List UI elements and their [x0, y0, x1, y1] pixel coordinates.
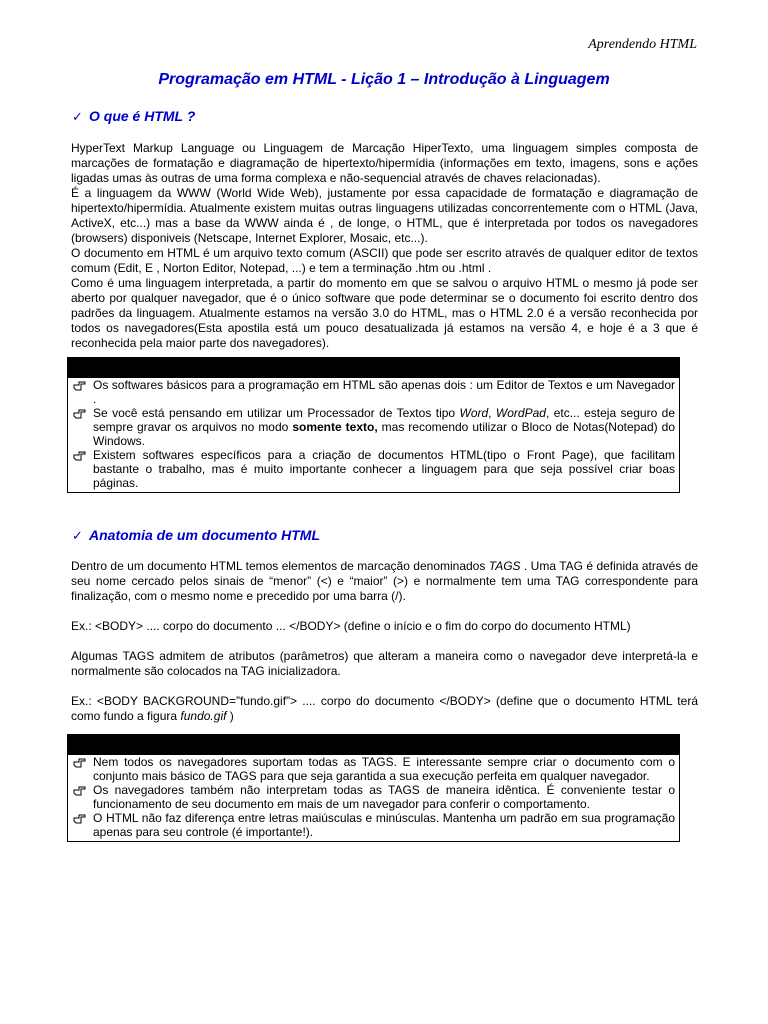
list-item-text: Nem todos os navegadores suportam todas as TAGS. E interessante sempre criar o documento com o conjunto mais básico de TAGS para que seja garantida a sua execução perfeita em qualquer navegador.	[93, 755, 675, 783]
text-run-italic: Word	[459, 406, 489, 420]
paragraph: HyperText Markup Language ou Linguagem de Marcação HiperTexto, uma linguagem simples composta de marcações de formatação e diagramação de hipertexto/hipermídia (informações em texto, imagens, sons e ações ligadas umas às outras de uma forma complexa e não-sequencial através de chaves relacionadas).	[71, 141, 698, 185]
list-item	[72, 448, 675, 490]
text-run: . Uma TAG é definida através de seu nome cercado pelos sinais de “menor” (<) e “maior” (>) e normalmente tem uma TAG correspondente para finalização, com o mesmo nome e precedido por uma barra (/).	[71, 559, 698, 603]
text-run: Dentro de um documento HTML temos elementos de marcação denominados	[71, 559, 489, 573]
text-run: )	[226, 709, 234, 723]
example-line: Ex.: <BODY> .... corpo do documento ... </BODY> (define o início e o fim do corpo do documento HTML)	[71, 619, 631, 633]
text-run-italic: WordPad	[495, 406, 546, 420]
section-heading-anatomy	[72, 527, 320, 544]
section-heading-text: O que é HTML ?	[89, 108, 196, 124]
note-box-header-bar	[68, 358, 679, 378]
text-run-italic: TAGS	[488, 559, 521, 573]
note-box-software	[67, 357, 680, 493]
example-line	[71, 694, 698, 724]
list-item-text: Os navegadores também não interpretam todas as TAGS de maneira idêntica. É conveniente testar o funcionamento de seu documento em mais de um navegador para conferir o comportamento.	[93, 783, 675, 811]
pointing-hand-icon	[73, 756, 87, 768]
section-heading-what-is-html	[72, 108, 195, 125]
paragraph: O documento em HTML é um arquivo texto comum (ASCII) que pode ser escrito através de qualquer editor de textos comum (Edit, E , Norton Editor, Notepad, ...) e tem a terminação .htm ou .html .	[71, 246, 698, 275]
text-run: ,	[488, 406, 496, 420]
page-title: Programação em HTML - Lição 1 – Introdução à Linguagem	[158, 71, 610, 88]
list-item	[72, 378, 675, 406]
running-header: Aprendendo HTML	[588, 37, 697, 52]
text-run-bold: somente texto,	[292, 420, 378, 434]
checkmark-icon: ✓	[72, 528, 83, 543]
list-item-text: Os softwares básicos para a programação em HTML são apenas dois : um Editor de Textos e um Navegador .	[93, 378, 675, 406]
pointing-hand-icon	[73, 449, 87, 461]
text-run: Ex.: <BODY BACKGROUND=”fundo.gif”> .... corpo do documento </BODY> (define que o documento HTML terá como fundo a figura	[71, 694, 698, 723]
pointing-hand-icon	[73, 379, 87, 391]
list-item	[72, 406, 675, 448]
section-body-what-is-html	[71, 141, 698, 351]
paragraph: É a linguagem da WWW (World Wide Web), justamente por essa capacidade de formatação e diagramação de hipertexto/hipermídia. Atualmente existem muitas outras linguagens utilizadas concorrentemente com o HTML (Java, ActiveX, etc...) mas a base da WWW ainda é , de longe, o HTML, que é interpretada por todos os navegadores (browsers) disponiveis (Netscape, Internet Explorer, Mosaic, etc...).	[71, 186, 698, 245]
paragraph: Algumas TAGS admitem de atributos (parâmetros) que alteram a maneira como o navegador deve interpretá-la e normalmente são colocados na TAG inicializadora.	[71, 649, 698, 678]
text-run-italic: fundo.gif	[180, 709, 227, 723]
list-item	[72, 783, 675, 811]
text-run: mas recomendo utilizar o Bloco de Notas(Notepad) do Windows.	[93, 420, 676, 448]
list-item-text: O HTML não faz diferença entre letras maiúsculas e minúsculas. Mantenha um padrão em sua programação apenas para seu controle (é importante!).	[93, 811, 675, 839]
list-item-text: Existem softwares específicos para a criação de documentos HTML(tipo o Front Page), que facilitam bastante o trabalho, mas é muito importante conhecer a linguagem para que seja possível criar boas páginas.	[93, 448, 675, 490]
text-run: Se você está pensando em utilizar um Processador de Textos tipo	[93, 406, 460, 420]
paragraph: Como é uma linguagem interpretada, a partir do momento em que se salvou o arquivo HTML o mesmo já pode ser aberto por qualquer navegador, que é o único software que pode determinar se o documento foi escrito dentro dos padrões da linguagem. Atualmente estamos na versão 3.0 do HTML, mas o HTML 2.0 é a versão reconhecida por todos os navegadores(Esta apostila está um pouco desatualizada já estamos na versão 4, e hoje é a 3 que é reconhecida pela maior parte dos navegadores).	[71, 276, 698, 350]
checkmark-icon: ✓	[72, 109, 83, 124]
pointing-hand-icon	[73, 784, 87, 796]
list-item	[72, 811, 675, 839]
pointing-hand-icon	[73, 812, 87, 824]
section-body-anatomy	[71, 559, 698, 724]
pointing-hand-icon	[73, 407, 87, 419]
text-run: , etc... esteja seguro de sempre gravar os arquivos no modo	[93, 406, 676, 434]
note-box-browsers	[67, 734, 680, 842]
section-heading-text: Anatomia de um documento HTML	[89, 527, 320, 543]
list-item	[72, 755, 675, 783]
list-item-text	[93, 406, 675, 448]
note-box-header-bar	[68, 735, 679, 755]
paragraph	[71, 559, 698, 604]
